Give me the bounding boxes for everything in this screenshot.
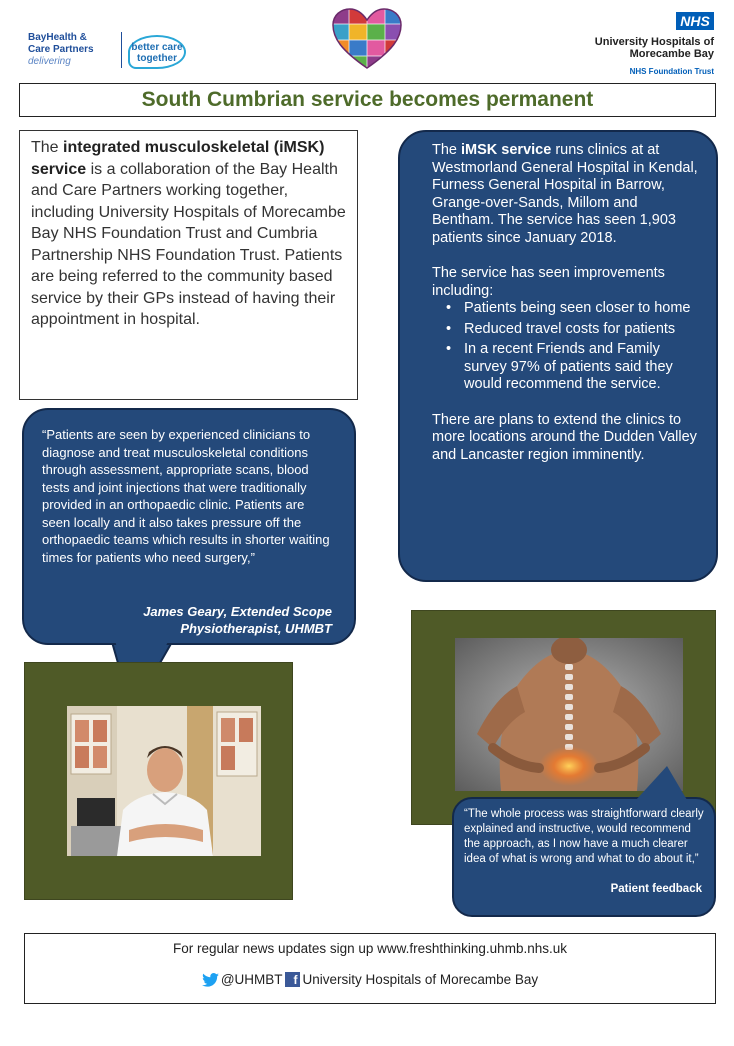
footer-box <box>24 933 716 1004</box>
facebook-page-name[interactable]: University Hospitals of Morecambe Bay <box>302 972 539 987</box>
social-links <box>25 972 715 987</box>
service-paragraph-3: There are plans to extend the clinics to more locations around the Dudden Valley and Lancaster region imminently. <box>432 411 697 463</box>
intro-text-rest: is a collaboration of the Bay Health and Care Partners working together, including University Hospitals of Morecambe Bay NHS Foundation Trust and Cumbria Partnership NHS Foundation Trust. Patients are being referred to the community based service by their GPs instead of having their appointment in hospital. <box>31 160 346 328</box>
twitter-bird-icon <box>202 973 219 987</box>
back-pain-photo-frame <box>411 610 716 825</box>
newsletter-signup-text[interactable]: For regular news updates sign up www.freshthinking.uhmb.nhs.uk <box>173 941 567 956</box>
service-p1-pre: The <box>432 142 462 158</box>
page-title: South Cumbrian service becomes permanent <box>141 88 594 111</box>
clinician-attribution <box>143 603 332 637</box>
nhs-foundation-trust: NHS Foundation Trust <box>629 67 714 76</box>
bay-health-logo <box>28 32 183 72</box>
bay-logo-delivering: delivering <box>28 56 71 67</box>
intro-text-start: The <box>31 139 64 156</box>
intro-service-name: integrated musculoskeletal (iMSK) service <box>31 139 325 178</box>
service-info-bubble <box>398 130 718 582</box>
service-p1-rest: runs clinics at at Westmorland General Hospital in Kendal, Furness General Hospital in Barrow, Grange-over-Sands, Millom and Bentham. The service has seen 1,903 patients since January 2018. <box>432 142 698 246</box>
list-item: • Reduced travel costs for patients <box>446 321 698 339</box>
nhs-trust-name <box>595 36 714 60</box>
logo-divider <box>121 32 122 68</box>
service-paragraph-1 <box>432 142 698 247</box>
patient-attribution: Patient feedback <box>610 883 702 895</box>
improvements-list <box>432 300 698 394</box>
clinician-photo-frame <box>24 662 293 900</box>
twitter-handle[interactable]: @UHMBT <box>220 972 283 987</box>
facebook-icon: f <box>285 972 300 987</box>
back-pain-photo <box>455 638 683 791</box>
title-box <box>19 83 716 117</box>
intro-box <box>19 130 358 400</box>
service-p1-bold: iMSK service <box>461 142 552 158</box>
clinician-photo <box>67 706 261 856</box>
patient-feedback-bubble <box>452 797 716 917</box>
bay-logo-line1: BayHealth & <box>28 32 87 43</box>
patient-quote-text: “The whole process was straightforward clearly explained and instructive, would recommend the approach, as I now have a much clearer idea of what is wrong and what to do about it,” <box>464 808 704 865</box>
clinician-quote-text: “Patients are seen by experienced clinicians to diagnose and treat musculoskeletal conditions through assessment, appropriate scans, blood tests and joint injections that were traditionally provided in an orthopaedic clinic. Patients are seen locally and it also takes pressure off the orthopaedic teams which results in shorter waiting times for patients who need surgery,” <box>42 427 330 565</box>
list-item: • In a recent Friends and Family survey 97% of patients said they would recommend the service. <box>446 341 698 394</box>
better-care-together-logo <box>128 35 186 69</box>
clinician-name: James Geary, Extended Scope <box>143 604 332 619</box>
bay-logo-line2: Care Partners <box>28 44 94 55</box>
nhs-name-line1: University Hospitals of <box>594 36 714 48</box>
list-item: • Patients being seen closer to home <box>446 300 698 318</box>
clinician-role: Physiotherapist, UHMBT <box>180 621 332 636</box>
heart-puzzle-icon <box>331 8 403 70</box>
clinician-quote-bubble <box>22 408 356 645</box>
nhs-name-line2: Morecambe Bay <box>629 48 714 60</box>
nhs-logo: NHS <box>676 12 714 30</box>
btc-line1: better care <box>131 42 183 53</box>
btc-line2: together <box>137 53 177 64</box>
service-paragraph-2: The service has seen improvements including: <box>432 265 665 299</box>
